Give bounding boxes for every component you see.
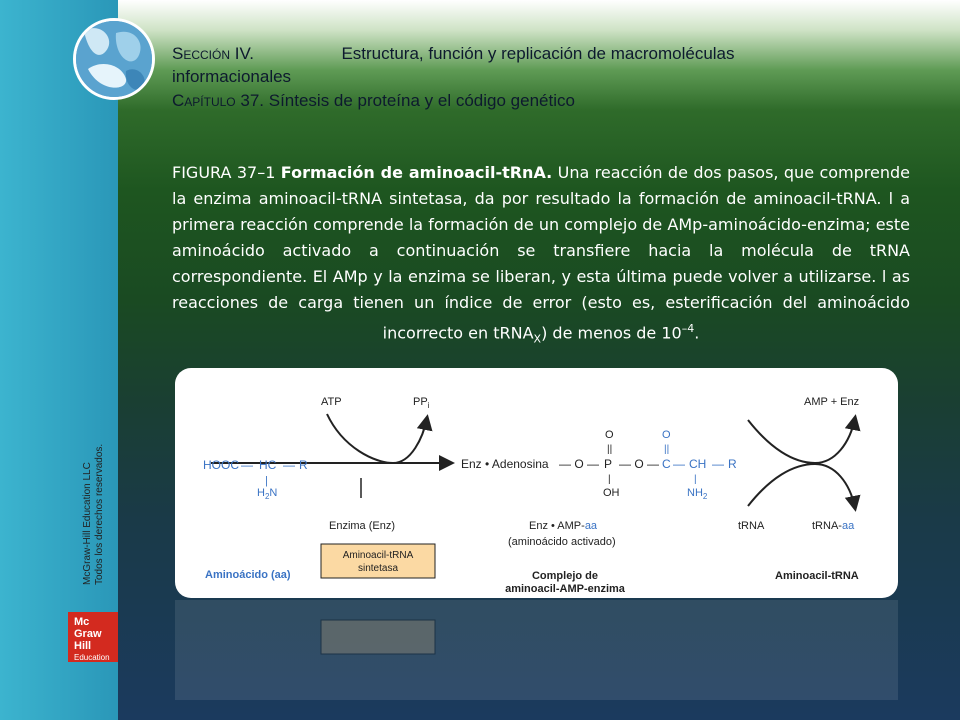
phosphate-o-top: O bbox=[605, 429, 614, 441]
atp-label: ATP bbox=[321, 396, 342, 408]
credit-line-2: Todos los derechos reservados. bbox=[94, 443, 105, 585]
chapter-prefix: Capítulo bbox=[172, 91, 236, 110]
ppi-label: $PP_i$ bbox=[413, 396, 430, 410]
phosphate-bar: | bbox=[608, 474, 611, 485]
reaction-diagram-panel bbox=[175, 368, 898, 598]
caption-superscript: –4 bbox=[681, 322, 695, 335]
caption-final-period: . bbox=[694, 323, 700, 343]
aa-r: R bbox=[299, 458, 308, 472]
carbonyl-c: C bbox=[662, 457, 671, 471]
chain-dash-2: — bbox=[712, 457, 724, 471]
activated-aa-label: (aminoácido activado) bbox=[508, 536, 616, 548]
synthetase-line-2: sintetasa bbox=[357, 563, 399, 574]
amine-bar: | bbox=[694, 474, 697, 485]
logo-line-1: Mc bbox=[74, 616, 90, 628]
phosphate-o-dash: — O — bbox=[559, 457, 600, 471]
complejo-caption-2: aminoacil-AMP-enzima bbox=[505, 583, 625, 595]
section-heading bbox=[172, 44, 735, 64]
alpha-ch: CH bbox=[689, 457, 707, 471]
section-prefix: Sección IV. bbox=[172, 44, 254, 63]
amp-release-arrow bbox=[748, 418, 855, 463]
trna-label: tRNA bbox=[738, 520, 765, 532]
complejo-caption-1: Complejo de bbox=[531, 570, 599, 582]
amp-enz-label: AMP + Enz bbox=[804, 396, 860, 408]
caption-text: Una reacción de dos pasos, que comprende la enzima aminoacil-tRNA sintetasa, da por resultado la formación de aminoacil-tRNA. l a primera reacción comprende la formación de un complejo de AMp-aminoácido-enzima; este aminoácido activado a continuación se transfiere hacia la molécula de tRNA correspondiente. El AMp y la enzima se liberan, y esta última puede volver a utilizarse. l as reacciones de carga tienen un índice de error (esto es, esterificación del aminoácido incorrecto en tRNA bbox=[172, 163, 910, 343]
aa-hc: HC bbox=[259, 458, 277, 472]
atp-curved-arrow bbox=[327, 414, 427, 463]
side-chain-r: R bbox=[728, 457, 737, 471]
chapter-heading bbox=[172, 91, 575, 111]
trna-curved-arrow bbox=[748, 464, 855, 508]
aminoacil-trna-caption: Aminoacil-tRNA bbox=[775, 570, 859, 582]
mcgraw-hill-logo bbox=[68, 612, 118, 662]
aa-bar: | bbox=[265, 475, 268, 487]
logo-line-3: Hill bbox=[74, 640, 92, 652]
aa-h2n: $H_2N$ bbox=[257, 487, 278, 501]
logo-line-4: Education bbox=[74, 653, 110, 662]
chapter-title: Síntesis de proteína y el código genético bbox=[268, 91, 575, 110]
caption-text-end: ) de menos de 10 bbox=[541, 323, 682, 343]
figure-label: FIGURA 37–1 bbox=[172, 163, 276, 182]
enzima-label: Enzima (Enz) bbox=[329, 520, 396, 532]
ester-o-dash: — O — bbox=[619, 457, 660, 471]
logo-line-2: Graw bbox=[74, 628, 102, 640]
enz-adenosina: Enz • Adenosina bbox=[461, 457, 549, 471]
chapter-number: 37. bbox=[240, 91, 264, 110]
abstract-photo-icon bbox=[76, 21, 152, 97]
aa-dash-1: — bbox=[241, 458, 253, 472]
aa-dash-2: — bbox=[283, 458, 295, 472]
aa-hooc: HOOC bbox=[203, 458, 239, 472]
caption-subscript: X bbox=[533, 332, 542, 346]
carbonyl-double-bond: || bbox=[664, 444, 670, 455]
phosphate-oh: OH bbox=[603, 487, 620, 499]
enz-amp-aa-label: Enz • AMP-aa bbox=[529, 520, 598, 532]
synthetase-line-1: Aminoacil-tRNA bbox=[342, 550, 414, 561]
phosphate-p: P bbox=[604, 457, 613, 471]
credit-line-1: McGraw-Hill Education LLC bbox=[82, 462, 93, 585]
amine-nh2: $NH_2$ bbox=[687, 487, 708, 501]
section-title-continued: informacionales bbox=[172, 67, 292, 86]
copyright-credit bbox=[82, 444, 106, 585]
chain-dash-1: — bbox=[673, 457, 685, 471]
carbonyl-o: O bbox=[662, 429, 671, 441]
figure-caption bbox=[172, 160, 910, 353]
aminoacido-caption: Aminoácido (aa) bbox=[205, 569, 291, 581]
trna-aa-label: tRNA-aa bbox=[812, 520, 855, 532]
section-title: Estructura, función y replicación de macromoléculas bbox=[341, 44, 735, 63]
phosphate-double-bond: || bbox=[607, 444, 613, 455]
reaction-diagram bbox=[175, 368, 898, 598]
decorative-photo-circle bbox=[73, 18, 155, 100]
figure-title: Formación de aminoacil-tRnA. bbox=[280, 163, 553, 182]
